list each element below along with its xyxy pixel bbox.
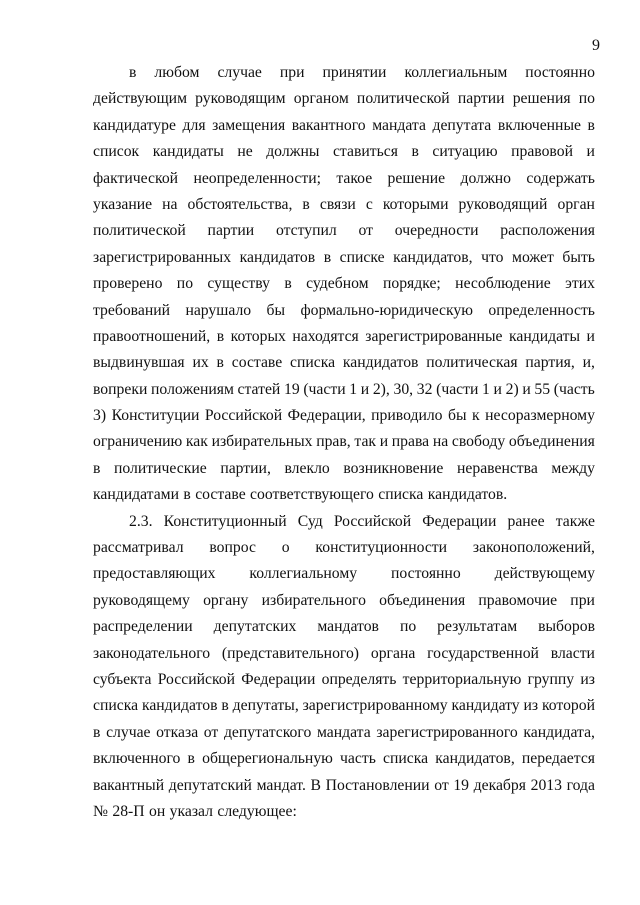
text-word: и	[379, 433, 389, 451]
text-word: депутатского	[223, 723, 312, 741]
text-line	[93, 509, 595, 535]
text-word: партии	[457, 90, 505, 108]
text-word: списка	[383, 750, 429, 768]
text-word: Постановлении	[325, 776, 430, 794]
text-word: политической	[356, 90, 450, 108]
text-word: Конституционный	[163, 512, 287, 530]
text-word: партии,	[220, 459, 271, 477]
text-line	[93, 113, 595, 139]
text-word: расположения	[500, 222, 595, 240]
text-word: быть	[562, 248, 595, 266]
text-word: содержать	[526, 169, 595, 187]
text-word: партии	[207, 222, 255, 240]
document-body	[93, 60, 595, 825]
text-word: декабря	[473, 776, 526, 794]
text-line	[93, 60, 595, 86]
text-word: так	[354, 433, 377, 451]
text-word: решения	[512, 90, 571, 108]
text-word: права	[391, 433, 430, 451]
text-word: руководящим	[195, 90, 286, 108]
text-word: как	[185, 433, 208, 451]
text-word: должны	[266, 143, 320, 161]
text-line	[93, 192, 595, 218]
text-word: мандата	[372, 116, 426, 134]
text-word: в	[302, 195, 310, 213]
text-word: зарегистрированного	[376, 723, 518, 741]
text-line	[93, 667, 595, 693]
text-word: в	[221, 697, 229, 715]
text-word: положениям	[151, 380, 234, 398]
text-word: кандидаты	[508, 327, 581, 345]
text-line	[93, 482, 595, 508]
text-word: указал	[169, 802, 213, 820]
text-word: он	[149, 802, 166, 820]
text-word: политическая	[426, 354, 518, 372]
text-word: №	[93, 802, 108, 820]
text-word: этих	[565, 275, 595, 293]
text-word: в	[93, 723, 101, 741]
text-word: (части	[436, 380, 479, 398]
text-word: такое	[336, 169, 373, 187]
text-word: по	[578, 90, 595, 108]
text-word: действующим	[93, 90, 187, 108]
text-word: соответствующего	[250, 486, 374, 504]
text-line	[93, 298, 595, 324]
text-word: законодательного	[93, 644, 211, 662]
text-word: неопределенности;	[193, 169, 321, 187]
text-word: мандат.	[256, 776, 306, 794]
text-word: (часть	[553, 380, 595, 398]
text-word: может	[512, 248, 554, 266]
text-word: депутатский	[168, 776, 252, 794]
text-word: зарегистрированных	[93, 248, 232, 266]
text-word: (части	[303, 380, 346, 398]
text-line	[93, 535, 595, 561]
text-word: к	[472, 407, 480, 425]
text-word: бы	[448, 407, 467, 425]
text-line	[93, 456, 595, 482]
text-word: в	[187, 750, 195, 768]
text-word: 1	[482, 380, 490, 398]
text-word: о	[281, 539, 290, 557]
text-word: руководящему	[93, 591, 190, 609]
text-word: связи	[319, 195, 356, 213]
text-word: и	[360, 380, 370, 398]
text-word: должно	[460, 169, 512, 187]
text-word: 2),	[372, 380, 390, 398]
text-word: территориальную	[402, 670, 522, 688]
text-word: кандидатов,	[393, 248, 473, 266]
text-word: и	[522, 380, 531, 398]
text-line	[93, 773, 595, 799]
text-word: при	[279, 64, 305, 81]
text-word: также	[555, 512, 595, 530]
text-word: составе	[195, 486, 246, 504]
text-word: и	[586, 327, 595, 345]
text-line	[93, 561, 595, 587]
text-word: рассматривал	[93, 539, 184, 557]
text-word: в	[587, 116, 595, 134]
text-word: в	[93, 459, 101, 477]
text-word: любом	[154, 64, 200, 81]
text-word: 32	[416, 380, 433, 398]
text-line	[93, 139, 595, 165]
text-line	[93, 614, 595, 640]
text-word: списка	[290, 354, 336, 372]
text-word: партия,	[525, 354, 575, 372]
text-word: в	[284, 275, 292, 293]
text-word: несоразмерному	[485, 407, 595, 425]
text-word: ранее	[507, 512, 545, 530]
text-line	[93, 720, 595, 746]
text-word: Российской	[204, 407, 283, 425]
text-word: органом	[293, 90, 349, 108]
text-word: несоблюдение	[455, 275, 551, 293]
text-word: отступил	[275, 222, 337, 240]
text-word: кандидатов	[342, 354, 419, 372]
text-word: включенного	[93, 750, 181, 768]
text-word: передается	[521, 750, 595, 768]
text-word: определять	[321, 670, 397, 688]
text-word: мандата	[316, 723, 371, 741]
text-word: Российской	[333, 512, 412, 530]
text-word: фактической	[93, 169, 179, 187]
text-word: действующему	[494, 565, 595, 583]
text-word: 3)	[93, 407, 107, 425]
text-word: выдвинувшая	[93, 354, 185, 372]
text-word: неравенства	[457, 459, 538, 477]
text-word: политические	[114, 459, 207, 477]
text-line	[93, 324, 595, 350]
text-word: 1	[349, 380, 358, 398]
text-word: Суд	[297, 512, 323, 530]
text-word: порядке;	[382, 275, 441, 293]
text-line	[93, 218, 595, 244]
text-word: очередности	[394, 222, 479, 240]
text-word: судебном	[306, 275, 369, 293]
text-word: в	[323, 248, 332, 266]
text-word: депутата	[432, 116, 492, 134]
text-word: существу	[207, 275, 270, 293]
text-word: депутаты,	[232, 697, 299, 715]
text-word: списке	[339, 248, 385, 266]
text-word: формально-юридическую	[300, 301, 473, 319]
text-word: 19	[453, 776, 469, 794]
text-word: 2.3.	[129, 512, 153, 530]
text-word: власти	[550, 644, 595, 662]
text-word: замещения	[212, 116, 286, 134]
text-word: вопреки	[93, 380, 148, 398]
text-word: списка	[93, 697, 139, 715]
text-word: для	[182, 116, 206, 134]
text-line	[93, 245, 595, 271]
text-word: органу	[203, 591, 249, 609]
text-word: постоянно	[391, 565, 461, 583]
text-line	[93, 166, 595, 192]
text-word: в	[216, 354, 224, 372]
text-word: и	[586, 143, 595, 161]
text-word: кандидаты	[152, 143, 224, 161]
text-word: (представительного)	[221, 644, 360, 662]
text-word: возникновение	[343, 459, 444, 477]
text-word: от	[434, 776, 449, 794]
text-word: принятии	[322, 64, 387, 81]
text-word: ограничению	[93, 433, 183, 451]
text-word: Конституции	[111, 407, 200, 425]
text-word: В	[310, 776, 321, 794]
text-word: не	[237, 143, 253, 161]
text-word: от	[203, 723, 219, 741]
text-word: из	[580, 670, 595, 688]
text-word: составе	[231, 354, 283, 372]
text-line	[93, 86, 595, 112]
text-word: руководящий	[458, 195, 548, 213]
text-word: орган	[557, 195, 595, 213]
text-word: вакантный	[93, 776, 165, 794]
text-word: в	[216, 327, 225, 345]
text-word: бы	[266, 301, 286, 319]
text-word: результатам	[437, 618, 518, 636]
text-word: ставиться	[332, 143, 398, 161]
text-line	[93, 799, 595, 825]
page-number: 9	[592, 37, 600, 54]
text-word: с	[365, 195, 373, 213]
text-word: объединения	[379, 591, 466, 609]
text-word: правоотношений,	[93, 327, 211, 345]
text-word: правомочие	[478, 591, 558, 609]
text-word: статей	[237, 380, 281, 398]
text-word: объединения	[508, 433, 595, 451]
text-word: в	[129, 64, 137, 81]
text-word: между	[551, 459, 595, 477]
text-word: политической	[93, 222, 186, 240]
text-word: по	[399, 618, 417, 636]
text-word: определенность	[488, 301, 595, 319]
text-word: отказа	[156, 723, 199, 741]
text-line	[93, 403, 595, 429]
text-word: постоянно	[525, 64, 595, 81]
text-word: предоставляющих	[93, 565, 216, 583]
text-word: правовой	[511, 143, 573, 161]
text-word: на	[432, 433, 449, 451]
text-word: их	[192, 354, 209, 372]
text-word: случае	[217, 64, 262, 81]
text-word: нарушало	[185, 301, 252, 319]
text-line	[93, 377, 595, 403]
text-word: года	[566, 776, 595, 794]
text-word: 19	[283, 380, 300, 398]
text-word: свободу	[451, 433, 506, 451]
text-word: государственной	[427, 644, 539, 662]
text-line	[93, 350, 595, 376]
text-word: Федерации	[241, 670, 316, 688]
text-line	[93, 588, 595, 614]
text-word: прав,	[316, 433, 351, 451]
text-word: кандидатуре	[93, 116, 176, 134]
text-word: избирательных	[211, 433, 313, 451]
text-word: кандидатов	[239, 248, 316, 266]
text-word: требований	[93, 301, 171, 319]
text-word: коллегиальному	[249, 565, 358, 583]
text-word: в	[411, 143, 419, 161]
text-word: вопрос	[209, 539, 256, 557]
text-word: списка	[378, 486, 424, 504]
text-word: кандидата,	[523, 723, 595, 741]
text-word: в	[183, 486, 191, 504]
text-word: 2013	[530, 776, 562, 794]
text-word: Российской	[157, 670, 236, 688]
text-word: кандидатами	[93, 486, 179, 504]
text-word: указание	[93, 195, 153, 213]
text-word: ситуацию	[432, 143, 498, 161]
text-word: включенные	[497, 116, 581, 134]
text-word: субъекта	[93, 670, 152, 688]
text-word: которыми	[382, 195, 449, 213]
text-line	[93, 641, 595, 667]
text-word: и	[493, 380, 502, 398]
text-line	[93, 429, 595, 455]
text-word: 2)	[505, 380, 519, 398]
text-word: на	[162, 195, 178, 213]
text-word: вакантного	[291, 116, 366, 134]
text-word: кандидатов	[141, 697, 218, 715]
text-word: депутатских	[213, 618, 297, 636]
text-line	[93, 746, 595, 772]
text-word: которой	[541, 697, 595, 715]
text-word: конституционности	[315, 539, 448, 557]
text-word: группу	[527, 670, 575, 688]
text-word: находятся	[292, 327, 359, 345]
text-word: часть	[340, 750, 376, 768]
text-word: 28-П	[112, 802, 145, 820]
text-word: которых	[230, 327, 286, 345]
text-word: обстоятельства,	[187, 195, 293, 213]
text-word: 30,	[393, 380, 414, 398]
text-word: случае	[106, 723, 151, 741]
text-word: Федерации,	[287, 407, 366, 425]
text-word: кандидатов,	[435, 750, 515, 768]
text-word: мандатов	[317, 618, 379, 636]
text-word: 55	[534, 380, 551, 398]
text-word: при	[570, 591, 595, 609]
text-word: распределении	[93, 618, 193, 636]
text-word: выборов	[538, 618, 595, 636]
text-word: по	[176, 275, 194, 293]
text-word: коллегиальным	[404, 64, 508, 81]
text-word: Федерации	[422, 512, 497, 530]
text-line	[93, 693, 595, 719]
text-word: из	[523, 697, 539, 715]
text-word: кандидату	[451, 697, 520, 715]
text-word: зарегистрированные	[365, 327, 503, 345]
text-word: приводило	[371, 407, 443, 425]
text-word: и,	[582, 354, 595, 372]
text-word: избирательного	[261, 591, 366, 609]
text-word: кандидатов.	[427, 486, 508, 504]
text-word: общерегиональную	[202, 750, 333, 768]
text-word: проверено	[93, 275, 163, 293]
text-line	[93, 271, 595, 297]
text-word: влекло	[284, 459, 330, 477]
text-word: законоположений,	[472, 539, 595, 557]
text-word: от	[358, 222, 373, 240]
text-word: что	[481, 248, 504, 266]
text-word: список	[93, 143, 140, 161]
text-word: органа	[370, 644, 416, 662]
text-word: зарегистрированному	[302, 697, 448, 715]
text-word: решение	[387, 169, 446, 187]
text-word: следующее:	[217, 802, 297, 820]
